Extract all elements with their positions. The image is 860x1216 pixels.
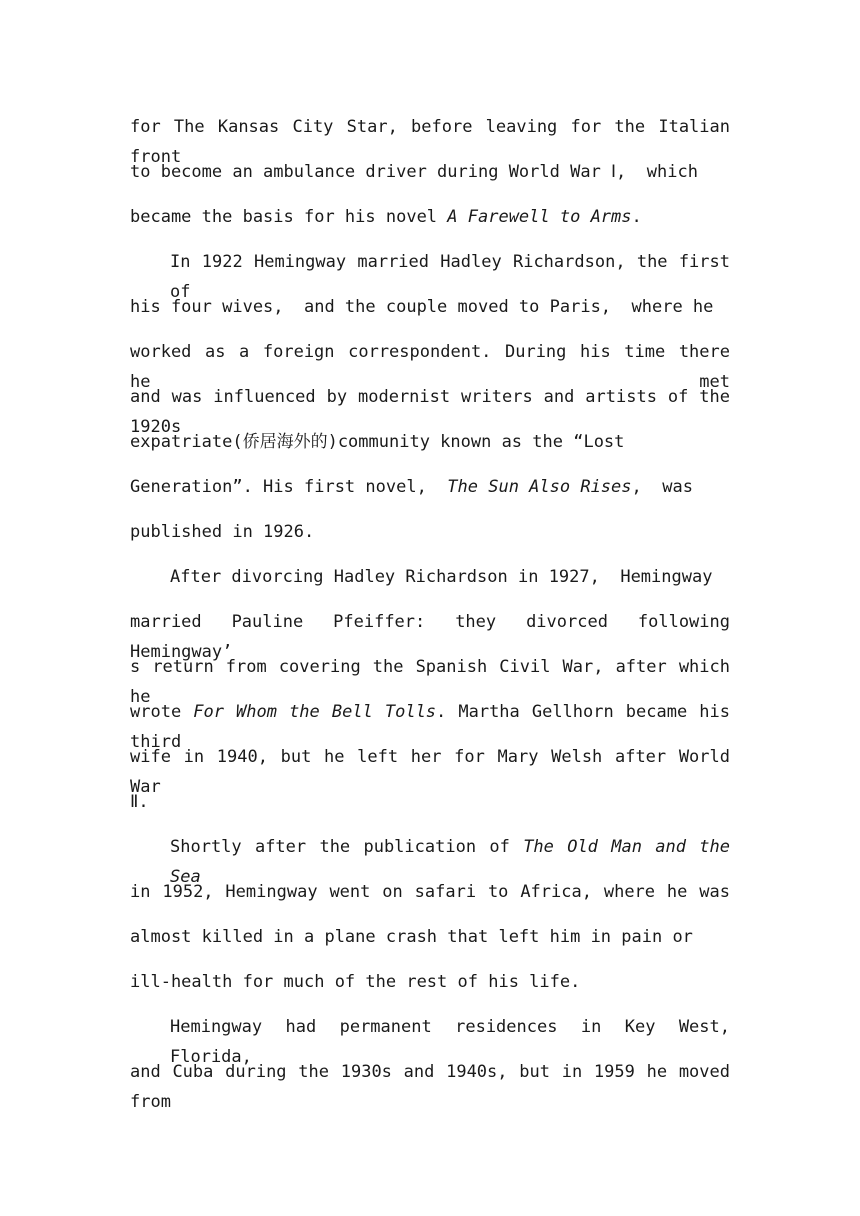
text-segment: in 1952, Hemingway went on safari to Africa, where he was	[130, 882, 730, 902]
text-segment: Shortly after the publication of	[170, 837, 524, 857]
text-segment: In 1922 Hemingway married Hadley Richardson, the first of	[170, 252, 730, 302]
text-segment: After divorcing Hadley Richardson in 1927, Hemingway	[170, 567, 713, 587]
text-line	[130, 1057, 730, 1112]
text-segment: published in 1926.	[130, 522, 315, 542]
text-segment: wrote	[130, 702, 194, 722]
paragraph-first-line	[170, 1012, 730, 1067]
text-line	[130, 967, 730, 997]
text-segment: . Martha Gellhorn became his third	[130, 702, 730, 752]
paragraph-first-line	[170, 562, 730, 592]
text-segment: Ⅱ.	[130, 792, 149, 812]
book-title-text: The Old Man and the Sea	[170, 837, 730, 887]
text-line	[130, 697, 730, 752]
text-segment: became the basis for his novel	[130, 207, 448, 227]
text-segment: and was influenced by modernist writers and artists of the 1920s	[130, 387, 730, 437]
text-segment: expatriate(侨居海外的)community known as the “Lost	[130, 432, 625, 452]
text-line	[130, 517, 730, 547]
text-line	[130, 427, 730, 457]
text-line	[130, 382, 730, 437]
text-segment: , was	[631, 477, 693, 497]
paragraph-first-line	[170, 247, 730, 302]
text-segment: married Pauline Pfeiffer: they divorced following Hemingway’	[130, 612, 730, 662]
text-segment: ill-health for much of the rest of his life.	[130, 972, 581, 992]
text-segment: for The Kansas City Star, before leaving for the Italian front	[130, 117, 730, 167]
text-segment: almost killed in a plane crash that left him in pain or	[130, 927, 693, 947]
text-line	[130, 202, 730, 232]
paragraph-first-line	[170, 832, 730, 887]
text-line	[130, 922, 730, 952]
text-line	[130, 112, 730, 167]
text-segment: Generation”. His first novel,	[130, 477, 448, 497]
text-segment: to become an ambulance driver during World War Ⅰ, which	[130, 162, 698, 182]
text-line	[130, 787, 730, 817]
text-segment: Hemingway had permanent residences in Key West, Florida,	[170, 1017, 730, 1067]
text-line	[130, 157, 730, 187]
text-line	[130, 742, 730, 797]
text-segment: worked as a foreign correspondent. During his time there he met	[130, 342, 730, 392]
text-line	[130, 607, 730, 662]
text-segment: his four wives, and the couple moved to Paris, where he	[130, 297, 714, 317]
text-line	[130, 337, 730, 392]
text-segment: s return from covering the Spanish Civil War, after which he	[130, 657, 730, 707]
text-segment: .	[631, 207, 642, 227]
book-title-text: A Farewell to Arms	[447, 207, 632, 227]
text-line	[130, 877, 730, 907]
text-segment: and Cuba during the 1930s and 1940s, but in 1959 he moved from	[130, 1062, 730, 1112]
text-segment: wife in 1940, but he left her for Mary Welsh after World War	[130, 747, 730, 797]
book-title-text: For Whom the Bell Tolls	[193, 702, 437, 722]
text-line	[130, 472, 730, 502]
text-line	[130, 292, 730, 322]
book-title-text: The Sun Also Rises	[447, 477, 632, 497]
text-line	[130, 652, 730, 707]
